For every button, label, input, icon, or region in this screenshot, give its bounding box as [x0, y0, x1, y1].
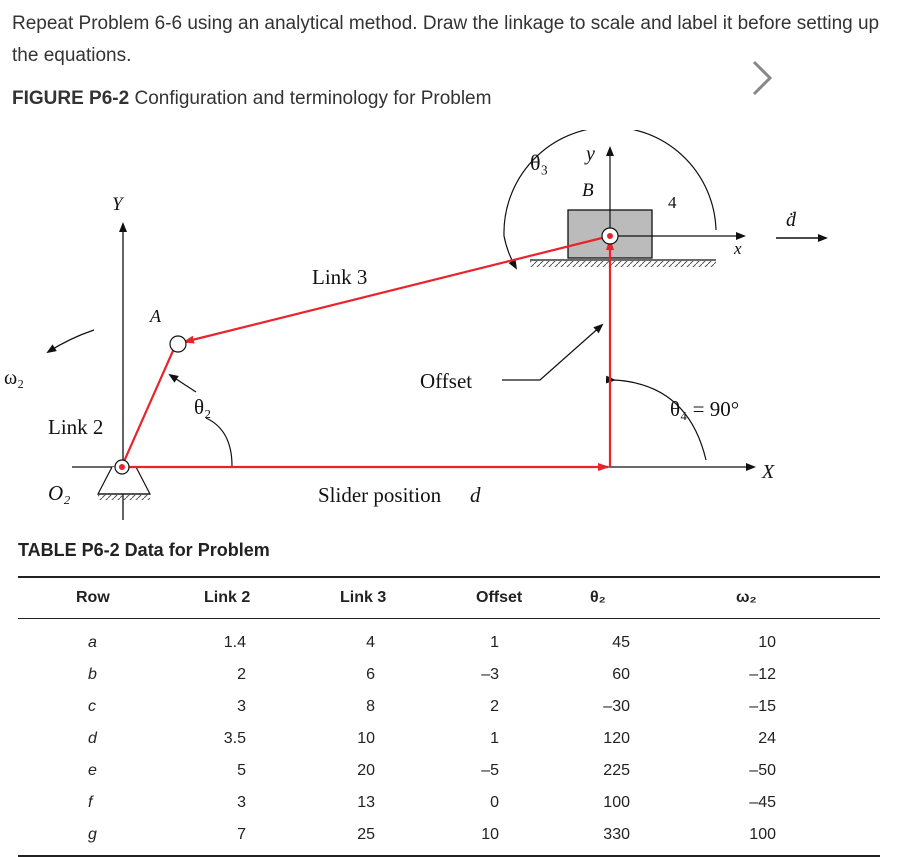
table-row [18, 787, 880, 819]
label-theta4: θ₄ = 90° [670, 397, 740, 421]
table-body [18, 619, 880, 855]
table-cell: 20 [357, 762, 375, 779]
header-offset: Offset [476, 589, 523, 606]
table-cell: 1 [490, 634, 499, 651]
problem-statement: Repeat Problem 6-6 using an analytical method. Draw the linkage to scale and label it before setting up the equations. [12, 13, 880, 66]
figure-caption-text: Configuration and terminology for Problem [129, 88, 492, 109]
table-cell: e [88, 762, 97, 779]
linkage-diagram [0, 130, 904, 530]
link2-vector [122, 344, 176, 466]
table-cell: 25 [357, 826, 375, 843]
offset-leader [502, 325, 602, 380]
header-row: Row [76, 589, 110, 606]
label-omega2: ω₂ [4, 367, 25, 389]
table-row [18, 659, 880, 691]
table-header-row [18, 578, 880, 619]
data-table [18, 576, 880, 857]
table-cell: –30 [603, 698, 630, 715]
table-cell: 24 [758, 730, 776, 747]
label-slider-position: Slider position [318, 483, 442, 507]
table-row [18, 723, 880, 755]
header-omega2: ω₂ [736, 589, 757, 606]
slider-ground [530, 260, 716, 267]
table-cell: –15 [749, 698, 776, 715]
table-cell: 0 [490, 794, 499, 811]
table-cell: 13 [357, 794, 375, 811]
table-cell: 3.5 [223, 730, 246, 747]
table-cell: g [88, 826, 97, 843]
table-cell: 330 [603, 826, 630, 843]
label-x-axis: X [762, 461, 775, 483]
table-cell: 1 [490, 730, 499, 747]
header-theta2: θ₂ [590, 589, 606, 606]
header-link2: Link 2 [204, 589, 251, 606]
table-cell: 8 [366, 698, 375, 715]
table-cell: 3 [237, 794, 246, 811]
table-cell: –45 [749, 794, 776, 811]
table-cell: 4 [366, 634, 375, 651]
table-cell: 225 [603, 762, 630, 779]
label-y-local: y [586, 143, 595, 165]
label-d-dot: ḋ [786, 209, 796, 231]
label-theta2: θ₂ [194, 395, 212, 419]
table-cell: –5 [481, 762, 499, 779]
theta2-pointer [170, 375, 196, 392]
table-cell: b [88, 666, 97, 683]
table-cell: 120 [603, 730, 630, 747]
figure-caption [12, 88, 491, 110]
theta2-arc [206, 418, 232, 466]
table-cell: –12 [749, 666, 776, 683]
table-cell: 10 [758, 634, 776, 651]
table-cell: a [88, 634, 97, 651]
header-link3: Link 3 [340, 589, 387, 606]
table-cell: 10 [481, 826, 499, 843]
table-cell: 3 [237, 698, 246, 715]
table-cell: 6 [366, 666, 375, 683]
table-caption: TABLE P6-2 Data for Problem [18, 540, 270, 560]
label-b: B [582, 180, 594, 201]
table-cell: 1.4 [223, 634, 246, 651]
table-cell: c [88, 698, 96, 715]
table-cell: 5 [237, 762, 246, 779]
label-o2: O₂ [48, 481, 71, 505]
label-a: A [150, 306, 161, 326]
table-cell: 100 [749, 826, 776, 843]
table-cell: –3 [481, 666, 499, 683]
table-cell: 2 [490, 698, 499, 715]
table-cell: 7 [237, 826, 246, 843]
figure-caption-label: FIGURE P6-2 [12, 88, 130, 109]
table-cell: 2 [237, 666, 246, 683]
table-cell: f [88, 794, 93, 811]
table-cell: –50 [749, 762, 776, 779]
table-cell: 10 [357, 730, 375, 747]
table-row [18, 755, 880, 787]
label-link3: Link 3 [312, 265, 368, 289]
label-offset: Offset [420, 369, 473, 393]
label-y-axis: Y [112, 194, 123, 215]
table-cell: 45 [612, 634, 630, 651]
joint-a [170, 336, 186, 352]
table-row [18, 691, 880, 723]
table-cell: d [88, 730, 97, 747]
omega2-arrow [48, 330, 94, 352]
label-d: d [470, 483, 481, 507]
link3-vector [184, 236, 610, 342]
label-link2: Link 2 [48, 415, 104, 439]
label-x-local: x [734, 239, 742, 258]
table-row [18, 819, 880, 851]
table-row [18, 627, 880, 659]
chevron-right-icon[interactable] [742, 58, 782, 98]
label-theta3: θ₃ [530, 150, 549, 175]
table-cell: 100 [603, 794, 630, 811]
table-cell: 60 [612, 666, 630, 683]
label-four: 4 [668, 193, 677, 212]
